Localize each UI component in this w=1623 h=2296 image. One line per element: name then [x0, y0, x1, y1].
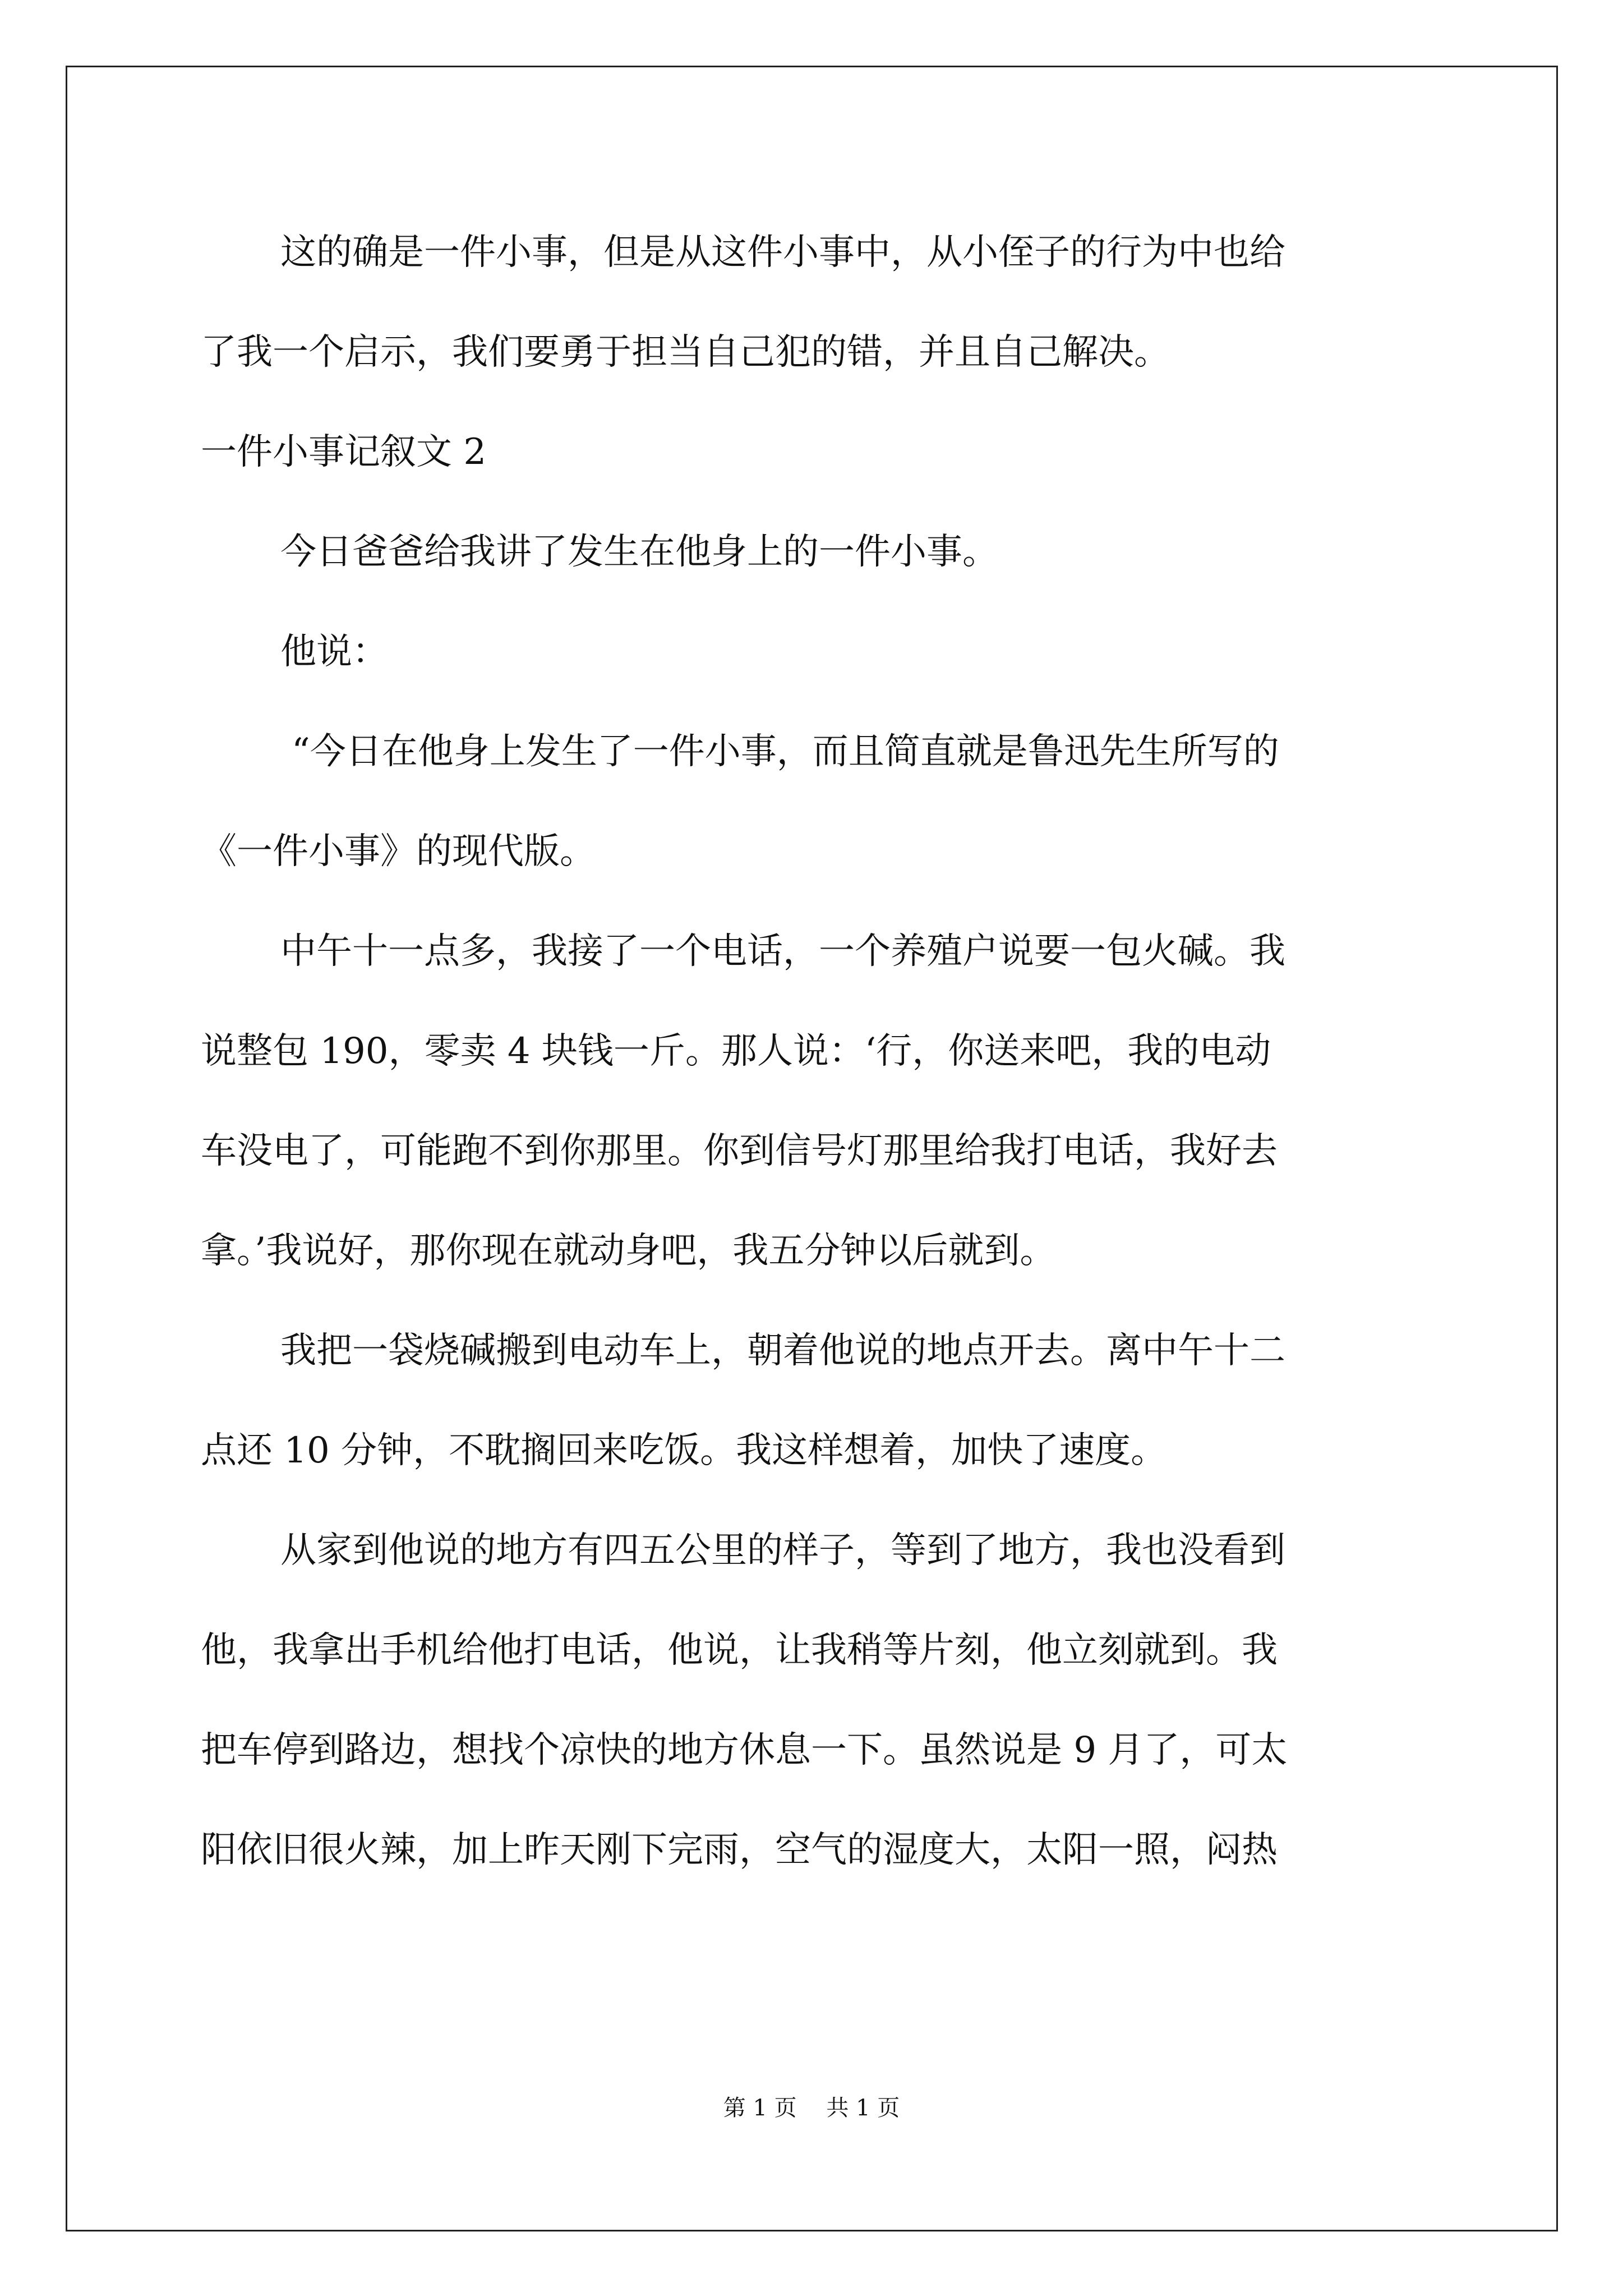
text-line-13: 从家到他说的地方有四五公里的样子，等到了地方，我也没看到 [280, 1530, 1285, 1571]
text-line-3: 今日爸爸给我讲了发生在他身上的一件小事。 [280, 531, 998, 573]
text-line-12: 点还 10 分钟，不耽搁回来吃饭。我这样想着，加快了速度。 [201, 1430, 1167, 1471]
text-line-5: “今日在他身上发生了一件小事，而且简直就是鲁迅先生所写的 [292, 731, 1279, 772]
text-line-7: 中午十一点多，我接了一个电话，一个养殖户说要一包火碱。我 [280, 931, 1285, 972]
page-number: 第 1 页 [723, 2095, 797, 2121]
page-footer [0, 2091, 1623, 2125]
text-line-2: 了我一个启示，我们要勇于担当自己犯的错，并且自己解决。 [201, 332, 1170, 373]
section-heading: 一件小事记叙文 2 [201, 431, 487, 473]
text-line-16: 阳依旧很火辣，加上昨天刚下完雨，空气的湿度大，太阳一照，闷热 [201, 1829, 1278, 1871]
text-line-10: 拿。’我说好，那你现在就动身吧，我五分钟以后就到。 [201, 1230, 1056, 1272]
text-line-14: 他，我拿出手机给他打电话，他说，让我稍等片刻，他立刻就到。我 [201, 1630, 1278, 1671]
text-line-8: 说整包 190，零卖 4 块钱一斤。那人说：‘行，你送来吧，我的电动 [201, 1030, 1271, 1072]
text-line-6: 《一件小事》的现代版。 [201, 831, 596, 872]
text-line-15: 把车停到路边，想找个凉快的地方休息一下。虽然说是 9 月了，可太 [201, 1729, 1288, 1771]
text-line-1: 这的确是一件小事，但是从这件小事中，从小侄子的行为中也给 [280, 232, 1285, 273]
text-line-4: 他说： [280, 631, 388, 673]
page-total: 共 1 页 [826, 2095, 900, 2121]
text-line-9: 车没电了，可能跑不到你那里。你到信号灯那里给我打电话，我好去 [201, 1130, 1278, 1172]
text-line-11: 我把一袋烧碱搬到电动车上，朝着他说的地点开去。离中午十二 [280, 1330, 1285, 1372]
